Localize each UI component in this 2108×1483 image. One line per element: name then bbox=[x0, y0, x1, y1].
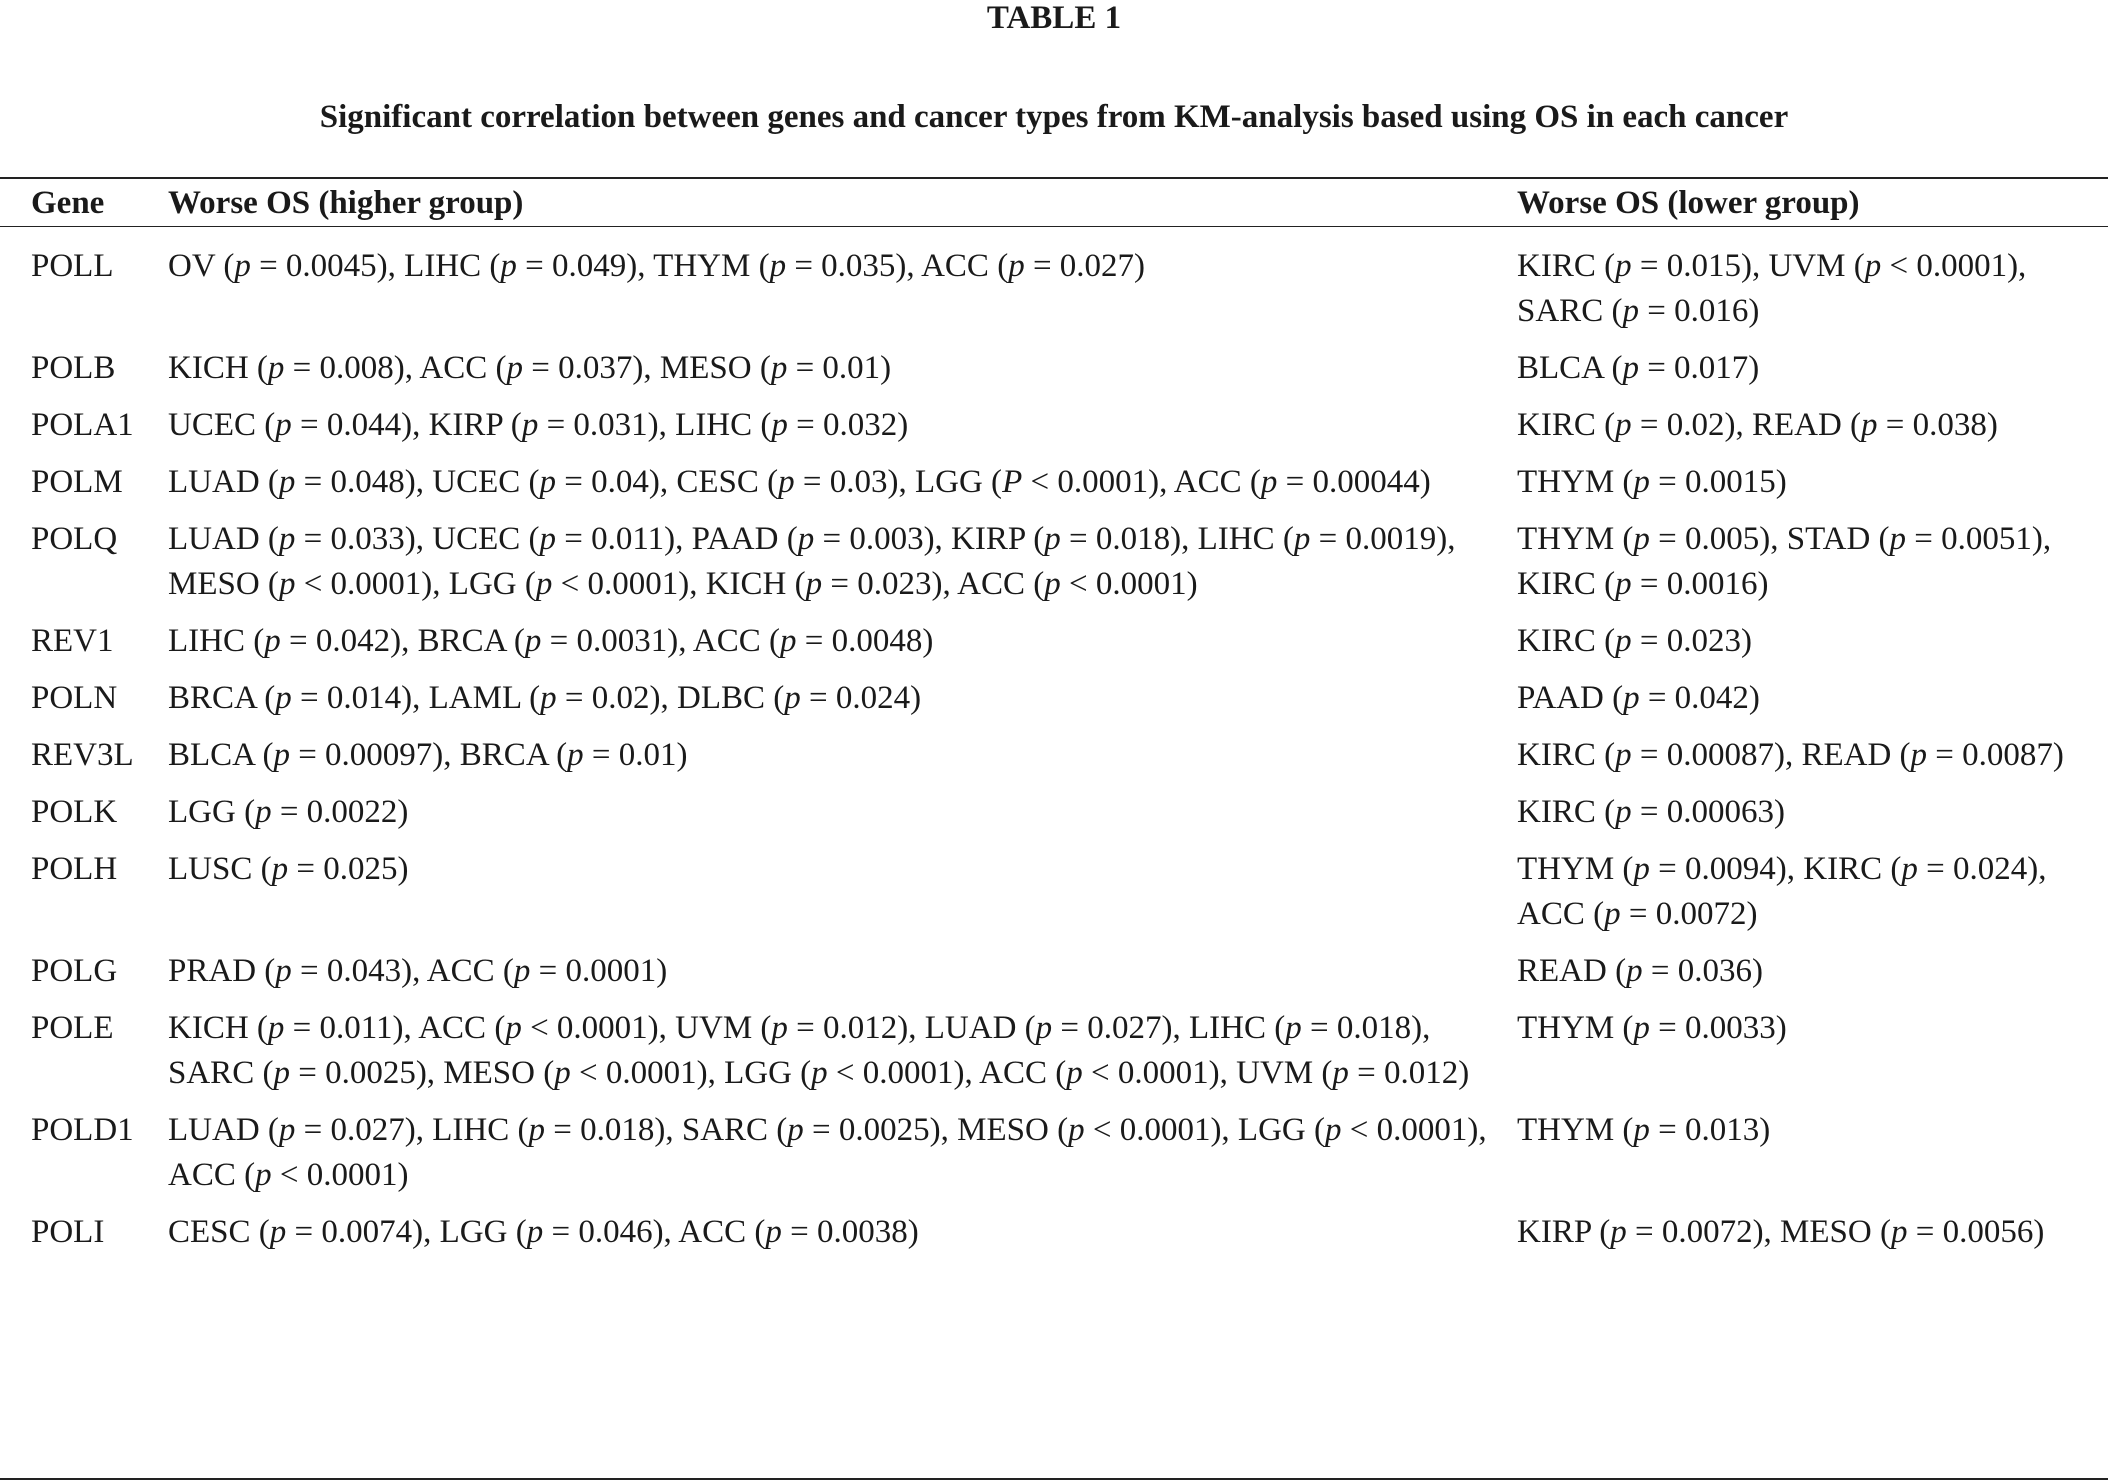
lower-group-cell bbox=[1517, 835, 2108, 937]
higher-group-text: LUAD (p = 0.033), UCEC (p = 0.011), PAAD (p = 0.003), KIRP (p = 0.018), LIHC (p = 0.0019), MESO (p < 0.0001), LGG (p < 0.0001), KICH (p = 0.023), ACC (p < 0.0001) bbox=[168, 521, 1456, 602]
higher-group-cell bbox=[168, 226, 1517, 334]
lower-group-cell bbox=[1517, 721, 2108, 778]
lower-group-cell bbox=[1517, 226, 2108, 334]
lower-group-cell bbox=[1517, 334, 2108, 391]
gene-cell: POLI bbox=[31, 1214, 105, 1250]
higher-group-cell bbox=[168, 448, 1517, 505]
table-caption: Significant correlation between genes and cancer types from KM-analysis based using OS in each cancer bbox=[319, 99, 1789, 135]
higher-group-cell bbox=[168, 778, 1517, 835]
lower-group-text: KIRC (p = 0.00063) bbox=[1517, 794, 1785, 830]
lower-group-cell bbox=[1517, 994, 2108, 1096]
table-row bbox=[0, 721, 2108, 778]
table-row bbox=[0, 1198, 2108, 1255]
gene-cell: POLL bbox=[31, 248, 114, 284]
lower-group-text: KIRC (p = 0.015), UVM (p < 0.0001), SARC (p = 0.016) bbox=[1517, 248, 2027, 329]
higher-group-text: LUAD (p = 0.048), UCEC (p = 0.04), CESC (p = 0.03), LGG (P < 0.0001), ACC (p = 0.00044) bbox=[168, 464, 1431, 500]
lower-group-text: KIRP (p = 0.0072), MESO (p = 0.0056) bbox=[1517, 1214, 2045, 1250]
table-row bbox=[0, 1096, 2108, 1198]
lower-group-text: PAAD (p = 0.042) bbox=[1517, 680, 1760, 716]
higher-group-cell bbox=[168, 835, 1517, 937]
lower-group-cell bbox=[1517, 664, 2108, 721]
higher-group-text: UCEC (p = 0.044), KIRP (p = 0.031), LIHC (p = 0.032) bbox=[168, 407, 909, 443]
lower-group-text: THYM (p = 0.013) bbox=[1517, 1112, 1771, 1148]
table-body bbox=[0, 226, 2108, 1255]
higher-group-cell bbox=[168, 664, 1517, 721]
higher-group-text: PRAD (p = 0.043), ACC (p = 0.0001) bbox=[168, 953, 668, 989]
bottom-rule bbox=[0, 1478, 2108, 1480]
gene-cell: POLA1 bbox=[31, 407, 134, 443]
table-row bbox=[0, 448, 2108, 505]
higher-group-cell bbox=[168, 607, 1517, 664]
table-row bbox=[0, 226, 2108, 334]
higher-group-cell bbox=[168, 1096, 1517, 1198]
header-gene: Gene bbox=[31, 184, 105, 221]
lower-group-text: THYM (p = 0.0015) bbox=[1517, 464, 1787, 500]
lower-group-text: THYM (p = 0.0033) bbox=[1517, 1010, 1787, 1046]
higher-group-cell bbox=[168, 937, 1517, 994]
higher-group-cell bbox=[168, 334, 1517, 391]
gene-cell: POLD1 bbox=[31, 1112, 134, 1148]
gene-cell: POLH bbox=[31, 851, 118, 887]
higher-group-cell bbox=[168, 505, 1517, 607]
lower-group-cell bbox=[1517, 505, 2108, 607]
lower-group-cell bbox=[1517, 1096, 2108, 1198]
higher-group-text: KICH (p = 0.011), ACC (p < 0.0001), UVM (p = 0.012), LUAD (p = 0.027), LIHC (p = 0.018), SARC (p = 0.0025), MESO (p < 0.0001), LGG (p < 0.0001), ACC (p < 0.0001), UVM (p = 0.012) bbox=[168, 1010, 1470, 1091]
higher-group-text: LGG (p = 0.0022) bbox=[168, 794, 409, 830]
table-row bbox=[0, 835, 2108, 937]
lower-group-cell bbox=[1517, 778, 2108, 835]
lower-group-text: KIRC (p = 0.02), READ (p = 0.038) bbox=[1517, 407, 1998, 443]
table-label: TABLE 1 bbox=[986, 0, 1122, 36]
higher-group-text: OV (p = 0.0045), LIHC (p = 0.049), THYM (p = 0.035), ACC (p = 0.027) bbox=[168, 248, 1146, 284]
gene-cell: REV1 bbox=[31, 623, 114, 659]
header-worse-os-higher: Worse OS (higher group) bbox=[168, 184, 524, 221]
lower-group-text: KIRC (p = 0.023) bbox=[1517, 623, 1752, 659]
gene-cell: POLN bbox=[31, 680, 118, 716]
header-worse-os-lower: Worse OS (lower group) bbox=[1517, 184, 1860, 221]
lower-group-cell bbox=[1517, 1198, 2108, 1255]
lower-group-text: READ (p = 0.036) bbox=[1517, 953, 1763, 989]
table-row bbox=[0, 391, 2108, 448]
higher-group-cell bbox=[168, 721, 1517, 778]
higher-group-text: BRCA (p = 0.014), LAML (p = 0.02), DLBC (p = 0.024) bbox=[168, 680, 922, 716]
gene-cell: POLE bbox=[31, 1010, 114, 1046]
table-row bbox=[0, 937, 2108, 994]
table-row bbox=[0, 664, 2108, 721]
top-rule bbox=[0, 177, 2108, 179]
gene-cell: POLM bbox=[31, 464, 123, 500]
lower-group-cell bbox=[1517, 937, 2108, 994]
lower-group-text: THYM (p = 0.005), STAD (p = 0.0051), KIRC (p = 0.0016) bbox=[1517, 521, 2052, 602]
lower-group-cell bbox=[1517, 391, 2108, 448]
higher-group-cell bbox=[168, 391, 1517, 448]
higher-group-cell bbox=[168, 994, 1517, 1096]
lower-group-text: KIRC (p = 0.00087), READ (p = 0.0087) bbox=[1517, 737, 2064, 773]
lower-group-cell bbox=[1517, 607, 2108, 664]
table-row bbox=[0, 334, 2108, 391]
higher-group-text: LIHC (p = 0.042), BRCA (p = 0.0031), ACC (p = 0.0048) bbox=[168, 623, 934, 659]
higher-group-text: LUAD (p = 0.027), LIHC (p = 0.018), SARC (p = 0.0025), MESO (p < 0.0001), LGG (p < 0.0001), ACC (p < 0.0001) bbox=[168, 1112, 1487, 1193]
higher-group-text: BLCA (p = 0.00097), BRCA (p = 0.01) bbox=[168, 737, 688, 773]
table-row bbox=[0, 778, 2108, 835]
gene-cell: REV3L bbox=[31, 737, 134, 773]
higher-group-text: KICH (p = 0.008), ACC (p = 0.037), MESO (p = 0.01) bbox=[168, 350, 892, 386]
higher-group-text: LUSC (p = 0.025) bbox=[168, 851, 409, 887]
table-row bbox=[0, 505, 2108, 607]
higher-group-text: CESC (p = 0.0074), LGG (p = 0.046), ACC (p = 0.0038) bbox=[168, 1214, 919, 1250]
lower-group-text: BLCA (p = 0.017) bbox=[1517, 350, 1760, 386]
lower-group-cell bbox=[1517, 448, 2108, 505]
results-table bbox=[0, 180, 2108, 1255]
table-row bbox=[0, 994, 2108, 1096]
gene-cell: POLK bbox=[31, 794, 118, 830]
table-row bbox=[0, 607, 2108, 664]
gene-cell: POLG bbox=[31, 953, 118, 989]
lower-group-text: THYM (p = 0.0094), KIRC (p = 0.024), ACC (p = 0.0072) bbox=[1517, 851, 2047, 932]
higher-group-cell bbox=[168, 1198, 1517, 1255]
gene-cell: POLQ bbox=[31, 521, 118, 557]
gene-cell: POLB bbox=[31, 350, 116, 386]
header-row bbox=[0, 180, 2108, 226]
